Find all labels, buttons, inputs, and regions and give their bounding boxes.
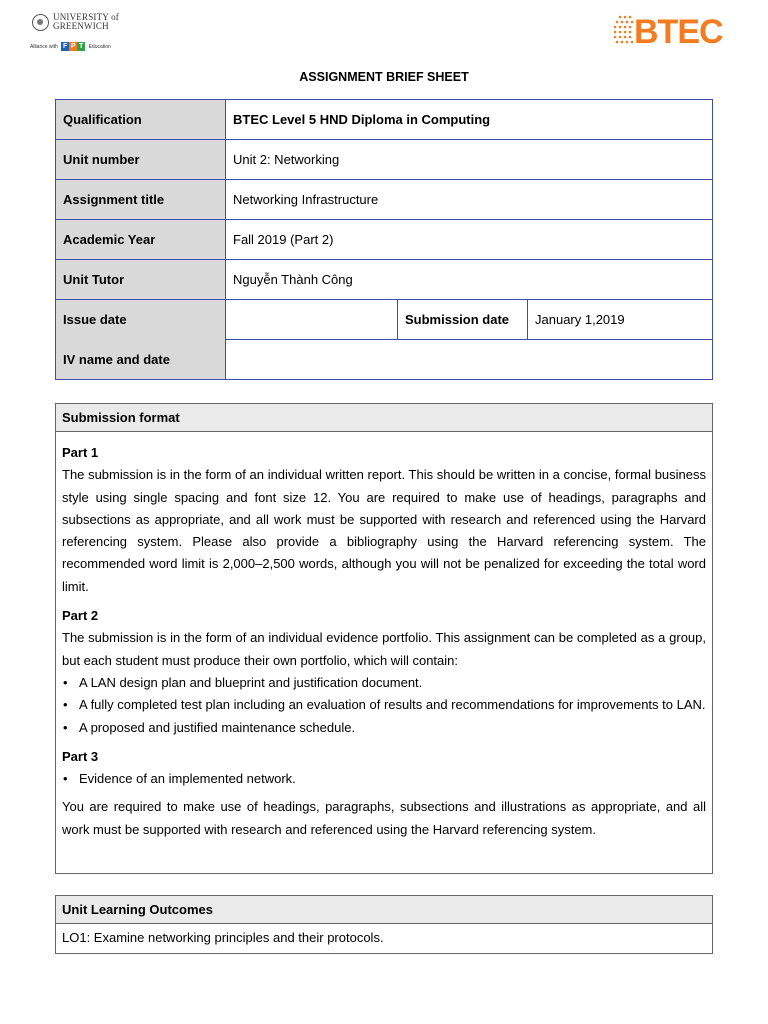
part-3-heading: Part 3 — [62, 748, 99, 764]
qualification-label: Qualification — [56, 100, 226, 140]
unit-number-label: Unit number — [56, 140, 226, 180]
list-item: • Evidence of an implemented network. — [79, 768, 706, 790]
part-3-list — [62, 768, 706, 790]
issue-date-label: Issue date — [56, 300, 226, 340]
table-row — [56, 260, 713, 300]
unit-tutor-label: Unit Tutor — [56, 260, 226, 300]
alliance-line — [30, 42, 111, 51]
alliance-suffix: Education — [88, 43, 111, 50]
fpt-letter-t: T — [79, 43, 84, 50]
learning-outcomes-section — [55, 895, 713, 954]
table-row — [56, 140, 713, 180]
assignment-title-value: Networking Infrastructure — [226, 180, 713, 220]
submission-date-label: Submission date — [398, 300, 528, 340]
part-2-list — [62, 672, 706, 739]
submission-date-value: January 1,2019 — [528, 300, 713, 340]
submission-format-header: Submission format — [56, 404, 712, 432]
learning-outcomes-header: Unit Learning Outcomes — [56, 896, 712, 924]
academic-year-label: Academic Year — [56, 220, 226, 260]
iv-name-label: IV name and date — [56, 340, 226, 380]
fpt-letter-f: F — [63, 43, 68, 50]
issue-date-value — [226, 300, 398, 340]
academic-year-value: Fall 2019 (Part 2) — [226, 220, 713, 260]
university-crest-icon — [32, 14, 49, 31]
unit-number-value: Unit 2: Networking — [226, 140, 713, 180]
list-item: • A fully completed test plan including an evaluation of results and recommendations for improvements to LAN. — [79, 694, 706, 716]
table-row — [56, 300, 713, 340]
university-of-greenwich-logo — [30, 12, 130, 58]
submission-format-body — [56, 432, 712, 849]
submission-format-section — [55, 403, 713, 874]
alliance-prefix: Alliance with — [30, 43, 58, 50]
fpt-logo — [61, 42, 85, 51]
table-row — [56, 180, 713, 220]
iv-name-value — [226, 340, 713, 380]
closing-text: You are required to make use of headings, paragraphs, subsections and illustrations as appropriate, and all work must be supported with research and referenced using the Harvard referencing system. — [62, 799, 706, 837]
part-2-heading: Part 2 — [62, 608, 99, 624]
list-item: • A proposed and justified maintenance schedule. — [79, 717, 706, 739]
fpt-letter-p: P — [70, 43, 76, 50]
list-item: • A LAN design plan and blueprint and justification document. — [79, 672, 706, 694]
table-row — [56, 220, 713, 260]
part-2-text: The submission is in the form of an individual evidence portfolio. This assignment can be completed as a group, but each student must produce their own portfolio, which will contain: — [62, 630, 706, 668]
assignment-title-label: Assignment title — [56, 180, 226, 220]
qualification-value: BTEC Level 5 HND Diploma in Computing — [226, 100, 713, 140]
part-1-text: The submission is in the form of an individual written report. This should be written in a concise, formal business style using single spacing and font size 12. You are required to make use of headings, paragraphs and subsections as appropriate, and all work must be supported with research and referenced using the Harvard referencing system. Please also provide a bibliography using the Harvard referencing system. The recommended word limit is 2,000–2,500 words, although you will not be penalized for exceeding the total word limit. — [62, 467, 706, 594]
btec-wordmark: BTEC — [634, 13, 723, 51]
unit-tutor-value: Nguyễn Thành Công — [226, 260, 713, 300]
table-row — [56, 100, 713, 140]
btec-logo — [612, 12, 747, 52]
page-title: ASSIGNMENT BRIEF SHEET — [299, 70, 469, 84]
part-1-heading: Part 1 — [62, 445, 99, 460]
assignment-info-table — [55, 99, 713, 380]
lo1-text: LO1: Examine networking principles and their protocols. — [62, 930, 384, 945]
table-row — [56, 340, 713, 380]
university-name: UNIVERSITY of GREENWICH — [53, 12, 120, 31]
